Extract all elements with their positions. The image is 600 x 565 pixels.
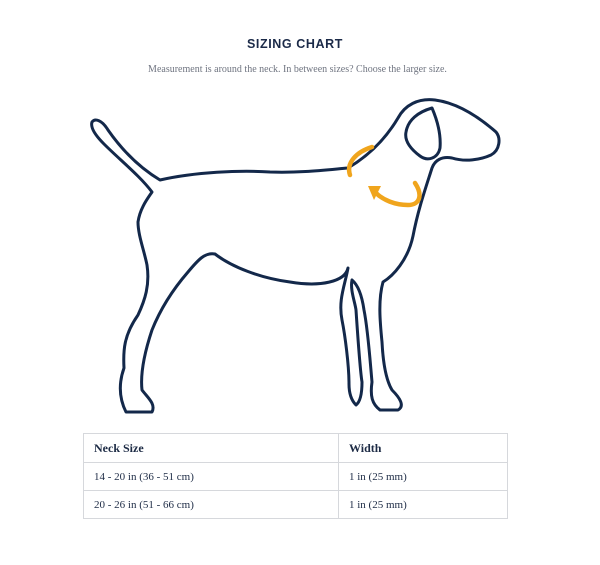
page-title: SIZING CHART: [246, 37, 344, 51]
table-row: [84, 463, 508, 491]
neck-size-cell: 20 - 26 in (51 - 66 cm): [84, 491, 339, 519]
table-header-row: [84, 434, 508, 463]
width-cell: 1 in (25 mm): [339, 463, 508, 491]
table-row: [84, 491, 508, 519]
header-width: Width: [339, 434, 508, 463]
header-neck-size: Neck Size: [84, 434, 339, 463]
neck-size-cell: 14 - 20 in (36 - 51 cm): [84, 463, 339, 491]
measurement-instructions: Measurement is around the neck. In between sizes? Choose the larger size.: [148, 64, 447, 75]
neck-measure-arc: [376, 183, 419, 205]
dog-ear-outline: [406, 108, 441, 159]
sizing-table: [83, 433, 508, 519]
width-cell: 1 in (25 mm): [339, 491, 508, 519]
dog-body-outline: [92, 100, 499, 412]
